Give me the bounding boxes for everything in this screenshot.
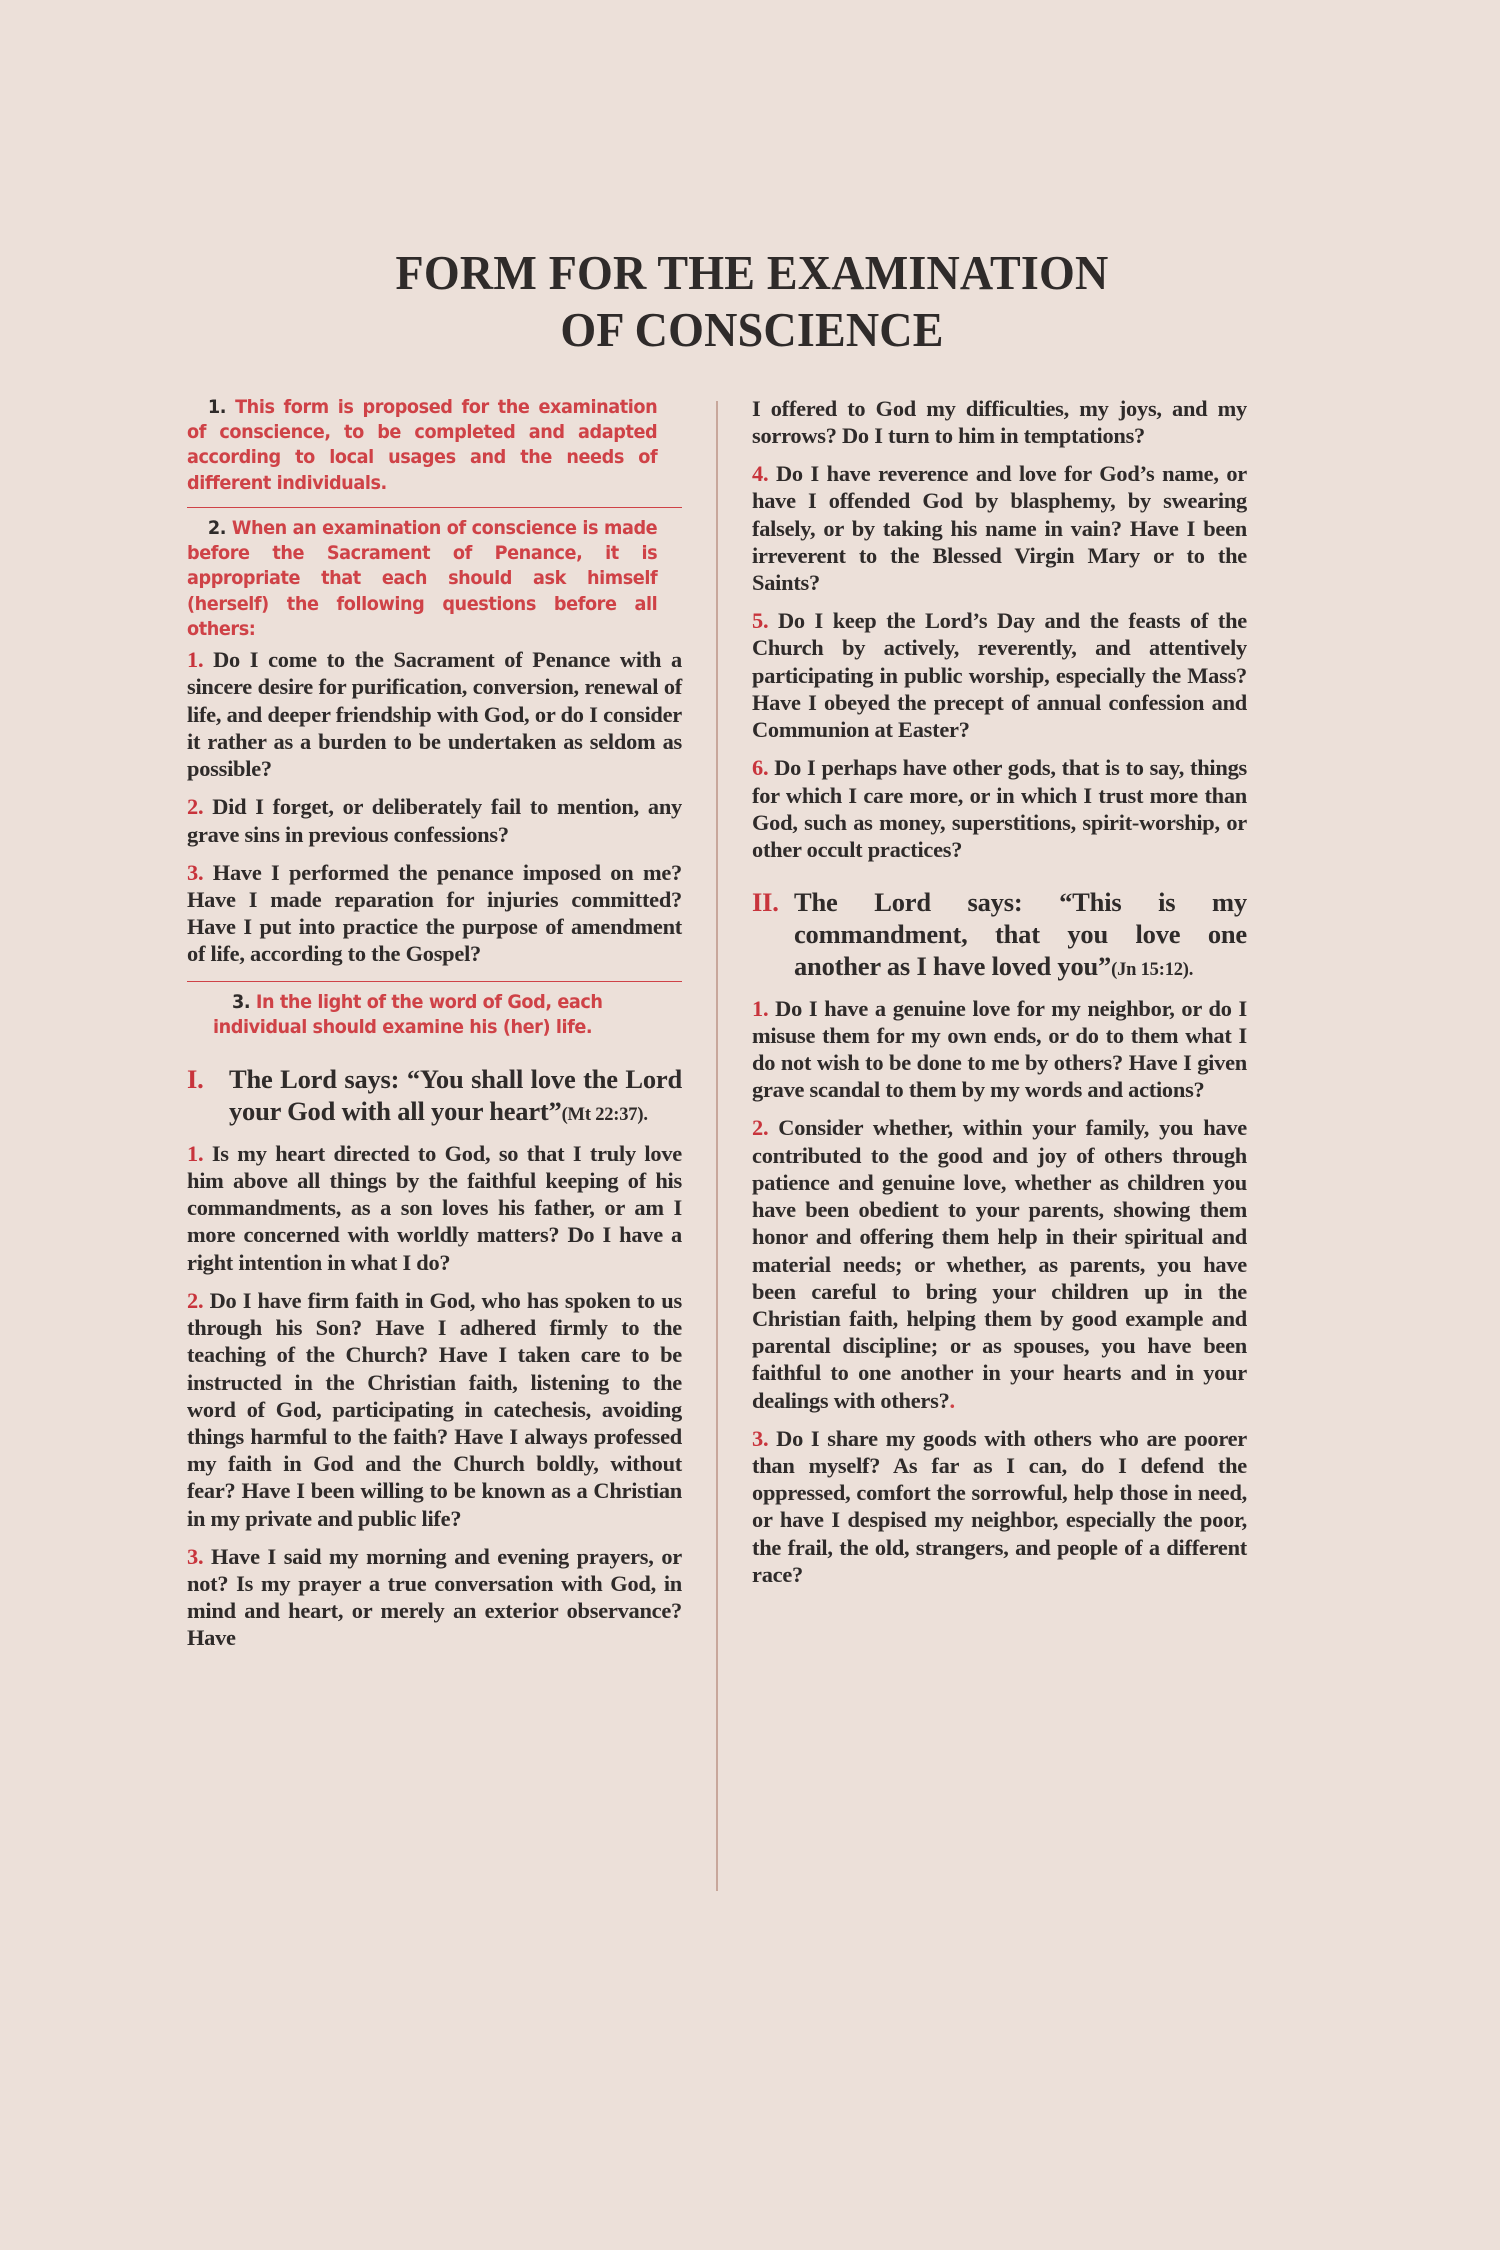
question-paragraph [187,859,682,968]
rubric-paragraph-1 [187,395,657,496]
question-text: Do I share my goods with others who are poorer than myself? As far as I can, do I defend the oppressed, comfort the sorrowful, help those in need, or have I despised my neighbor, especially the poor, the frail, the old, strangers, and people of a different race? [752,1425,1247,1587]
rubric-number-3: 3. [232,991,251,1013]
question-number: 5. [752,608,769,634]
document-body [187,244,1317,1891]
scripture-citation: (Jn 15:12). [1111,959,1194,980]
question-number: 2. [752,1115,769,1141]
rubric-number-2: 2. [207,517,227,539]
rubric-text-3: In the light of the word of God, each individual should examine his (her) life. [213,991,603,1038]
question-paragraph [752,754,1247,863]
question-number: 1. [187,1140,204,1166]
question-text: Did I forget, or deliberately fail to mention, any grave sins in previous confessions? [187,794,682,847]
rubric-text-2: When an examination of conscience is made before the Sacrament of Penance, it is appropriate that each should ask himself (herself) the following questions before all others: [187,517,658,640]
rubric-text-1: This form is proposed for the examination of conscience, to be completed and adapted according to local usages and the needs of different individuals. [187,396,658,494]
page-title [221,244,1283,359]
question-paragraph-continued [187,1543,682,1652]
rubric-rule-middle [187,981,682,982]
question-number: 1. [187,647,204,673]
question-text: Have I performed the penance imposed on me? Have I made reparation for injuries committed? Have I put into practice the purpose of amendment of life, according to the Gospel? [187,859,682,967]
question-text: Do I have reverence and love for God’s name, or have I offended God by blasphemy, by swearing falsely, or by taking his name in vain? Have I been irreverent to the Blessed Virgin Mary or to the Saints? [752,461,1247,595]
question-paragraph [752,1114,1247,1413]
question-number: 3. [752,1425,769,1451]
section-numeral: I. [187,1064,204,1095]
rubric-paragraph-3 [213,990,659,1041]
question-number: 2. [187,794,204,820]
question-paragraph [752,460,1247,596]
question-number: 6. [752,755,769,781]
question-paragraph [752,607,1247,743]
question-paragraph [187,1287,682,1532]
section-heading-two [752,887,1247,982]
question-paragraph [752,995,1247,1104]
question-text: Is my heart directed to God, so that I truly love him above all things by the faithful keeping of his commandments, as a son loves his father, or am I more concerned with worldly matters? Do I have a right intention in what I do? [187,1140,682,1275]
rubric-number-1: 1. [207,396,227,418]
red-mark: . [949,1387,955,1413]
section-heading-one [187,1064,682,1128]
page-title-line-2: OF CONSCIENCE [560,302,944,358]
question-number: 3. [187,859,204,885]
right-column [718,395,1247,1599]
question-paragraph [187,646,682,782]
question-text: Do I have firm faith in God, who has spoken to us through his Son? Have I adhered firmly to the teaching of the Church? Have I taken care to be instructed in the Christian faith, listening to the word of God, participating in catechesis, avoiding things harmful to the faith? Have I always professed my faith in God and the Church boldly, without fear? Have I been willing to be known as a Christian in my private and public life? [187,1287,682,1531]
question-number: 1. [752,995,769,1021]
page-sheet [47,34,1453,2216]
question-text: Do I come to the Sacrament of Penance with a sincere desire for purification, conversion, renewal of life, and deeper friendship with God, or do I consider it rather as a burden to be undertaken as seldom as possible? [187,647,682,782]
question-text: Do I have a genuine love for my neighbor, or do I misuse them for my own ends, or do to them what I do not wish to be done to me by others? Have I given grave scandal to them by my words and actions? [752,995,1247,1103]
question-text: Do I perhaps have other gods, that is to say, things for which I care more, or in which I trust more than God, such as money, superstitions, spirit-worship, or other occult practices? [752,755,1247,862]
two-column-layout [187,395,1317,1891]
rubric-paragraph-2 [187,516,657,642]
scripture-citation: (Mt 22:37). [561,1104,648,1125]
question-paragraph [187,793,682,847]
left-column [187,395,716,1663]
section-heading-text: The Lord says: “You shall love the Lord your God with all your heart” [229,1064,682,1126]
question-text: Consider whether, within your family, you have contributed to the good and joy of others through patience and genuine love, whether as children you have been obedient to your parents, showing them honor and offering them help in their spiritual and material needs; or whether, as parents, you have been careful to bring your children up in the Christian faith, helping them by good example and parental discipline; or as spouses, you have been faithful to one another in your hearts and in your dealings with others? [752,1115,1247,1413]
question-paragraph-continuation [752,395,1247,449]
question-paragraph [187,1140,682,1276]
question-number: 2. [187,1287,204,1313]
question-text: Do I keep the Lord’s Day and the feasts of the Church by actively, reverently, and attentively participating in public worship, especially the Mass? Have I obeyed the precept of annual confession and Communion at Easter? [752,608,1247,743]
section-heading-text: The Lord says: “This is my commandment, that you love one another as I have loved you” [794,887,1247,981]
rubric-rule-top [187,507,682,508]
question-number: 3. [187,1543,204,1569]
question-number: 4. [752,461,769,487]
question-text: Have I said my morning and evening prayers, or not? Is my prayer a true conversation with God, in mind and heart, or merely an exterior observance? Have [187,1543,682,1651]
section-numeral: II. [752,887,779,918]
page-title-line-1: FORM FOR THE EXAMINATION [395,245,1109,300]
question-paragraph [752,1425,1247,1588]
question-text: I offered to God my difficulties, my joys, and my sorrows? Do I turn to him in temptations? [752,395,1247,448]
